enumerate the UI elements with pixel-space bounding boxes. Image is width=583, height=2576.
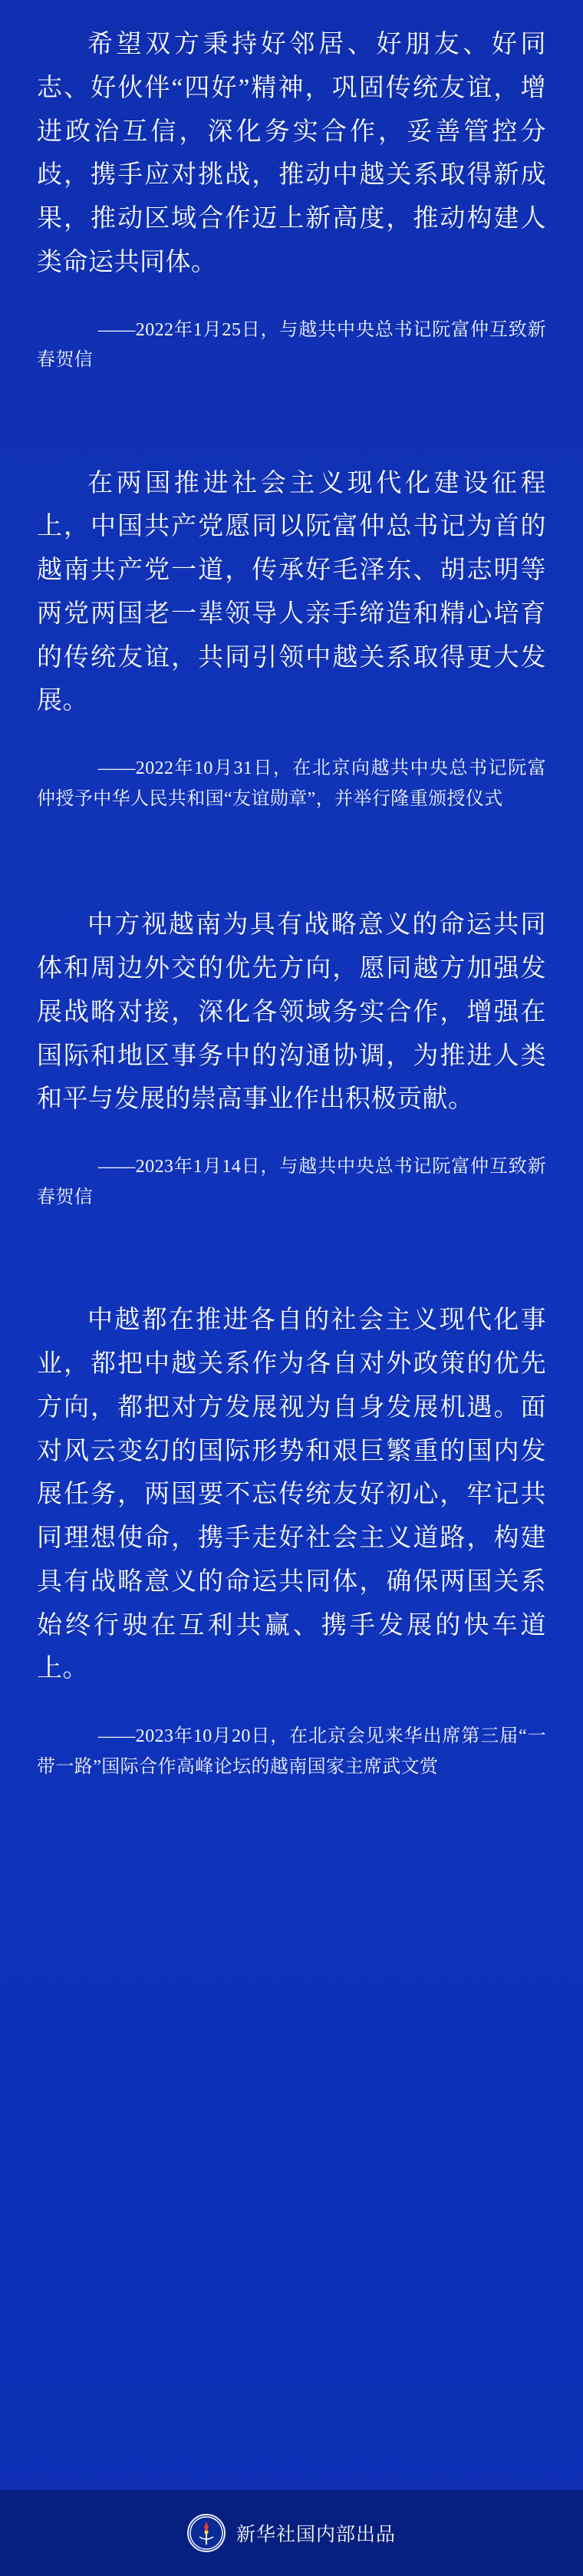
- xinhua-emblem-icon: [187, 2514, 226, 2552]
- footer-content: [187, 2514, 396, 2552]
- quote-block: [0, 1213, 583, 1782]
- quote-source: ——2023年10月20日，在北京会见来华出席第三届“一带一路”国际合作高峰论坛的越南国家主席武文赏: [37, 1726, 546, 1777]
- footer-label: 新华社国内部出品: [236, 2524, 396, 2545]
- spacer: [37, 1691, 546, 1722]
- footer-bar: [0, 2490, 583, 2576]
- quote-source: ——2022年1月25日，与越共中央总书记阮富仲互致新春贺信: [37, 319, 546, 371]
- quote-source: ——2022年10月31日，在北京向越共中央总书记阮富仲授予中华人民共和国“友谊勋章”，并举行隆重颁授仪式: [37, 758, 546, 809]
- spacer: [37, 1121, 546, 1152]
- quote-body: 希望双方秉持好邻居、好朋友、好同志、好伙伴“四好”精神，巩固传统友谊，增进政治互信，深化务实合作，妥善管控分歧，携手应对挑战，推动中越关系取得新成果，推动区域合作迈上新高度，推动构建人类命运共同体。: [37, 31, 546, 276]
- quote-body: 中越都在推进各自的社会主义现代化事业，都把中越关系作为各自对外政策的优先方向，都把对方发展视为自身发展机遇。面对风云变幻的国际形势和艰巨繁重的国内发展任务，两国要不忘传统友好初心，牢记共同理想使命，携手走好社会主义道路，构建具有战略意义的命运共同体，确保两国关系始终行驶在互利共赢、携手发展的快车道上。: [37, 1306, 546, 1683]
- quote-body: 在两国推进社会主义现代化建设征程上，中国共产党愿同以阮富仲总书记为首的越南共产党一道，传承好毛泽东、胡志明等两党两国老一辈领导人亲手缔造和精心培育的传统友谊，共同引领中越关系取得更大发展。: [37, 469, 546, 715]
- quote-source: ——2023年1月14日，与越共中央总书记阮富仲互致新春贺信: [37, 1157, 546, 1207]
- spacer: [37, 723, 546, 754]
- quote-block: [0, 0, 583, 376]
- quote-block: [0, 376, 583, 815]
- spacer: [37, 285, 546, 315]
- quote-block: [0, 814, 583, 1213]
- quote-body: 中方视越南为具有战略意义的命运共同体和周边外交的优先方向，愿同越方加强发展战略对接，深化各领域务实合作，增强在国际和地区事务中的沟通协调，为推进人类和平与发展的崇高事业作出积极贡献。: [37, 911, 546, 1114]
